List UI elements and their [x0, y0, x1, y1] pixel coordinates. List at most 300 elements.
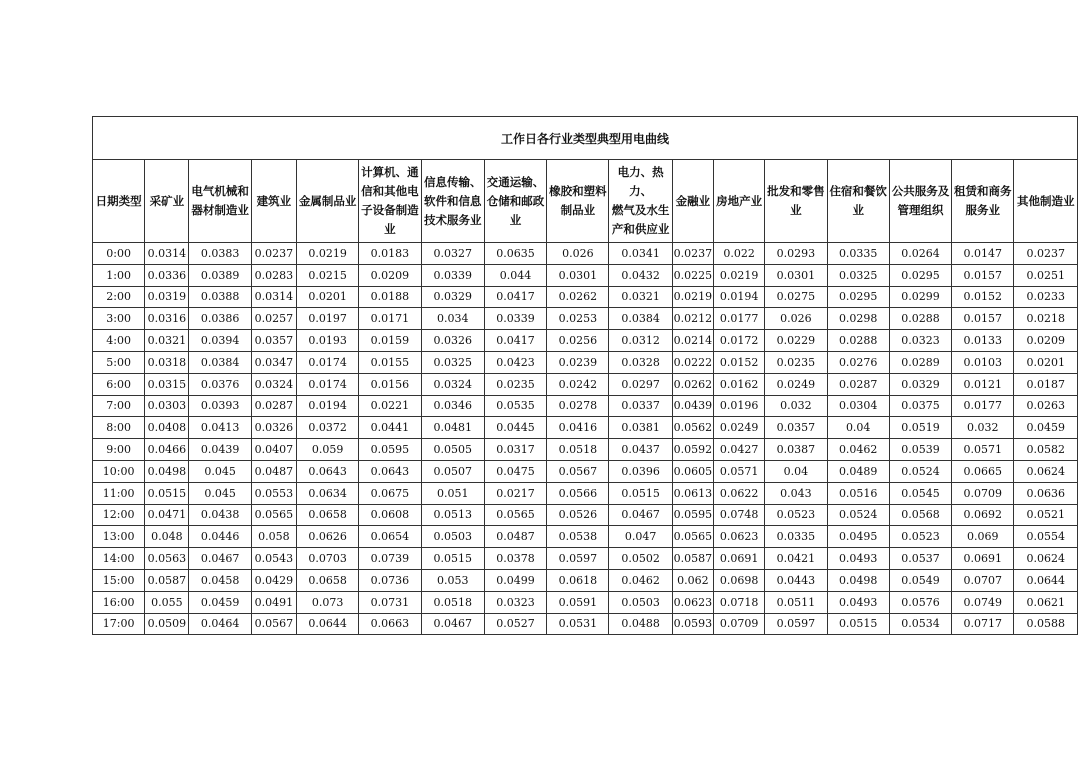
- value-cell: 0.0174: [296, 351, 358, 373]
- table-body: [93, 243, 1078, 635]
- value-cell: 0.0658: [296, 569, 358, 591]
- value-cell: 0.048: [145, 526, 189, 548]
- value-cell: 0.0634: [296, 482, 358, 504]
- value-cell: 0.0462: [827, 439, 889, 461]
- table-row: [93, 395, 1078, 417]
- value-cell: 0.0495: [827, 526, 889, 548]
- value-cell: 0.0503: [421, 526, 484, 548]
- column-header-line: 公共服务及: [891, 184, 950, 198]
- value-cell: 0.0515: [145, 482, 189, 504]
- column-header-line: 电气机械和: [191, 184, 249, 198]
- value-cell: 0.0237: [251, 243, 296, 265]
- value-cell: 0.0301: [547, 264, 609, 286]
- value-cell: 0.0493: [827, 591, 889, 613]
- column-header-line: 租赁和商务: [954, 184, 1012, 198]
- column-header-line: 批发和零售: [767, 184, 825, 198]
- time-cell: 17:00: [93, 613, 145, 635]
- value-cell: 0.0731: [359, 591, 421, 613]
- value-cell: 0.0341: [609, 243, 672, 265]
- document-sheet: [92, 116, 1078, 635]
- value-cell: 0.0623: [672, 591, 713, 613]
- value-cell: 0.0323: [889, 330, 951, 352]
- column-header: [189, 160, 251, 243]
- value-cell: 0.0523: [765, 504, 827, 526]
- value-cell: 0.0217: [484, 482, 546, 504]
- column-header-line: 器材制造业: [191, 203, 249, 217]
- value-cell: 0.0709: [714, 613, 765, 635]
- value-cell: 0.0328: [609, 351, 672, 373]
- value-cell: 0.0571: [714, 460, 765, 482]
- value-cell: 0.0432: [609, 264, 672, 286]
- value-cell: 0.0147: [952, 243, 1014, 265]
- time-cell: 11:00: [93, 482, 145, 504]
- value-cell: 0.0323: [484, 591, 546, 613]
- value-cell: 0.0121: [952, 373, 1014, 395]
- column-header-row: [93, 160, 1078, 243]
- column-header-line: 管理组织: [897, 203, 944, 217]
- value-cell: 0.0201: [1014, 351, 1078, 373]
- value-cell: 0.0624: [1014, 460, 1078, 482]
- value-cell: 0.0568: [889, 504, 951, 526]
- value-cell: 0.0408: [145, 417, 189, 439]
- value-cell: 0.0417: [484, 330, 546, 352]
- value-cell: 0.0155: [359, 351, 421, 373]
- value-cell: 0.0388: [189, 286, 251, 308]
- value-cell: 0.0222: [672, 351, 713, 373]
- value-cell: 0.0162: [714, 373, 765, 395]
- value-cell: 0.0287: [251, 395, 296, 417]
- column-header-line: 制品业: [560, 203, 596, 217]
- value-cell: 0.0464: [189, 613, 251, 635]
- value-cell: 0.0439: [189, 439, 251, 461]
- value-cell: 0.062: [672, 569, 713, 591]
- value-cell: 0.0219: [296, 243, 358, 265]
- value-cell: 0.069: [952, 526, 1014, 548]
- value-cell: 0.0372: [296, 417, 358, 439]
- value-cell: 0.026: [765, 308, 827, 330]
- value-cell: 0.0237: [672, 243, 713, 265]
- value-cell: 0.0218: [1014, 308, 1078, 330]
- value-cell: 0.0171: [359, 308, 421, 330]
- time-cell: 0:00: [93, 243, 145, 265]
- value-cell: 0.0624: [1014, 548, 1078, 570]
- value-cell: 0.0335: [827, 243, 889, 265]
- value-cell: 0.0595: [359, 439, 421, 461]
- column-header: [1014, 160, 1078, 243]
- value-cell: 0.0643: [296, 460, 358, 482]
- value-cell: 0.0221: [359, 395, 421, 417]
- value-cell: 0.0387: [765, 439, 827, 461]
- value-cell: 0.0225: [672, 264, 713, 286]
- value-cell: 0.0545: [889, 482, 951, 504]
- value-cell: 0.0499: [484, 569, 546, 591]
- column-header-line: 服务业: [965, 203, 1001, 217]
- value-cell: 0.0511: [765, 591, 827, 613]
- value-cell: 0.0413: [189, 417, 251, 439]
- value-cell: 0.0593: [672, 613, 713, 635]
- table-row: [93, 591, 1078, 613]
- value-cell: 0.0491: [251, 591, 296, 613]
- value-cell: 0.0459: [189, 591, 251, 613]
- column-header-line: 橡胶和塑料: [549, 184, 607, 198]
- value-cell: 0.0467: [421, 613, 484, 635]
- column-header-line: 金属制品业: [298, 193, 357, 208]
- value-cell: 0.0608: [359, 504, 421, 526]
- value-cell: 0.0507: [421, 460, 484, 482]
- value-cell: 0.0295: [889, 264, 951, 286]
- column-header: [889, 160, 951, 243]
- value-cell: 0.0591: [547, 591, 609, 613]
- value-cell: 0.0565: [672, 526, 713, 548]
- value-cell: 0.0553: [251, 482, 296, 504]
- column-header-line: 住宿和餐饮: [829, 184, 887, 198]
- table-row: [93, 330, 1078, 352]
- value-cell: 0.0621: [1014, 591, 1078, 613]
- value-cell: 0.0289: [889, 351, 951, 373]
- value-cell: 0.0458: [189, 569, 251, 591]
- value-cell: 0.0264: [889, 243, 951, 265]
- value-cell: 0.047: [609, 526, 672, 548]
- column-header: [827, 160, 889, 243]
- value-cell: 0.0293: [765, 243, 827, 265]
- value-cell: 0.0188: [359, 286, 421, 308]
- value-cell: 0.0554: [1014, 526, 1078, 548]
- value-cell: 0.0618: [547, 569, 609, 591]
- value-cell: 0.0209: [1014, 330, 1078, 352]
- time-cell: 9:00: [93, 439, 145, 461]
- value-cell: 0.0187: [1014, 373, 1078, 395]
- value-cell: 0.0288: [889, 308, 951, 330]
- value-cell: 0.0582: [1014, 439, 1078, 461]
- value-cell: 0.0692: [952, 504, 1014, 526]
- value-cell: 0.0276: [827, 351, 889, 373]
- value-cell: 0.058: [251, 526, 296, 548]
- value-cell: 0.0488: [609, 613, 672, 635]
- column-header: [714, 160, 765, 243]
- value-cell: 0.0518: [421, 591, 484, 613]
- value-cell: 0.0298: [827, 308, 889, 330]
- column-header-line: 业: [509, 212, 522, 227]
- column-header: [421, 160, 484, 243]
- time-cell: 8:00: [93, 417, 145, 439]
- value-cell: 0.0287: [827, 373, 889, 395]
- value-cell: 0.0357: [765, 417, 827, 439]
- time-cell: 4:00: [93, 330, 145, 352]
- value-cell: 0.0592: [672, 439, 713, 461]
- value-cell: 0.0498: [145, 460, 189, 482]
- value-cell: 0.0516: [827, 482, 889, 504]
- value-cell: 0.0327: [421, 243, 484, 265]
- column-header-line: 仓储和邮政: [486, 193, 545, 208]
- column-header-line: 日期类型: [95, 193, 142, 208]
- value-cell: 0.0539: [889, 439, 951, 461]
- time-cell: 12:00: [93, 504, 145, 526]
- value-cell: 0.044: [484, 264, 546, 286]
- value-cell: 0.0565: [251, 504, 296, 526]
- value-cell: 0.04: [827, 417, 889, 439]
- value-cell: 0.032: [765, 395, 827, 417]
- time-cell: 3:00: [93, 308, 145, 330]
- column-header-line: 业: [790, 203, 802, 217]
- value-cell: 0.0283: [251, 264, 296, 286]
- table-row: [93, 373, 1078, 395]
- value-cell: 0.0314: [251, 286, 296, 308]
- value-cell: 0.0739: [359, 548, 421, 570]
- value-cell: 0.0509: [145, 613, 189, 635]
- value-cell: 0.0515: [827, 613, 889, 635]
- value-cell: 0.0571: [952, 439, 1014, 461]
- value-cell: 0.0487: [251, 460, 296, 482]
- value-cell: 0.0278: [547, 395, 609, 417]
- value-cell: 0.0384: [609, 308, 672, 330]
- value-cell: 0.0675: [359, 482, 421, 504]
- value-cell: 0.0242: [547, 373, 609, 395]
- value-cell: 0.0257: [251, 308, 296, 330]
- column-header-line: 软件和信息: [423, 193, 482, 208]
- value-cell: 0.0462: [609, 569, 672, 591]
- value-cell: 0.0339: [421, 264, 484, 286]
- value-cell: 0.0635: [484, 243, 546, 265]
- value-cell: 0.0417: [484, 286, 546, 308]
- value-cell: 0.0314: [145, 243, 189, 265]
- value-cell: 0.0319: [145, 286, 189, 308]
- value-cell: 0.0498: [827, 569, 889, 591]
- value-cell: 0.073: [296, 591, 358, 613]
- table-row: [93, 504, 1078, 526]
- value-cell: 0.0194: [714, 286, 765, 308]
- value-cell: 0.0325: [421, 351, 484, 373]
- table-row: [93, 613, 1078, 635]
- value-cell: 0.0563: [145, 548, 189, 570]
- value-cell: 0.043: [765, 482, 827, 504]
- value-cell: 0.0233: [1014, 286, 1078, 308]
- value-cell: 0.0576: [889, 591, 951, 613]
- value-cell: 0.0326: [421, 330, 484, 352]
- value-cell: 0.0321: [609, 286, 672, 308]
- value-cell: 0.0698: [714, 569, 765, 591]
- value-cell: 0.0396: [609, 460, 672, 482]
- value-cell: 0.0537: [889, 548, 951, 570]
- value-cell: 0.0523: [889, 526, 951, 548]
- value-cell: 0.0471: [145, 504, 189, 526]
- value-cell: 0.0316: [145, 308, 189, 330]
- value-cell: 0.0336: [145, 264, 189, 286]
- value-cell: 0.0736: [359, 569, 421, 591]
- value-cell: 0.0519: [889, 417, 951, 439]
- value-cell: 0.0214: [672, 330, 713, 352]
- value-cell: 0.0152: [714, 351, 765, 373]
- value-cell: 0.0707: [952, 569, 1014, 591]
- column-header-line: 产和供应业: [611, 222, 670, 236]
- value-cell: 0.0339: [484, 308, 546, 330]
- value-cell: 0.0605: [672, 460, 713, 482]
- value-cell: 0.0295: [827, 286, 889, 308]
- value-cell: 0.0156: [359, 373, 421, 395]
- value-cell: 0.034: [421, 308, 484, 330]
- value-cell: 0.0337: [609, 395, 672, 417]
- value-cell: 0.0622: [714, 482, 765, 504]
- value-cell: 0.0393: [189, 395, 251, 417]
- value-cell: 0.0262: [672, 373, 713, 395]
- value-cell: 0.0588: [1014, 613, 1078, 635]
- value-cell: 0.0378: [484, 548, 546, 570]
- column-header: [93, 160, 145, 243]
- value-cell: 0.0427: [714, 439, 765, 461]
- value-cell: 0.0595: [672, 504, 713, 526]
- value-cell: 0.0262: [547, 286, 609, 308]
- value-cell: 0.0324: [421, 373, 484, 395]
- column-header-line: 金融业: [675, 193, 711, 208]
- value-cell: 0.022: [714, 243, 765, 265]
- value-cell: 0.0152: [952, 286, 1014, 308]
- value-cell: 0.0423: [484, 351, 546, 373]
- column-header-line: 采矿业: [149, 193, 185, 208]
- table-row: [93, 243, 1078, 265]
- value-cell: 0.0235: [765, 351, 827, 373]
- value-cell: 0.0335: [765, 526, 827, 548]
- value-cell: 0.0636: [1014, 482, 1078, 504]
- value-cell: 0.0299: [889, 286, 951, 308]
- column-header-line: 业: [384, 222, 396, 236]
- value-cell: 0.0644: [1014, 569, 1078, 591]
- value-cell: 0.0421: [765, 548, 827, 570]
- value-cell: 0.0505: [421, 439, 484, 461]
- value-cell: 0.0718: [714, 591, 765, 613]
- value-cell: 0.0318: [145, 351, 189, 373]
- value-cell: 0.0597: [765, 613, 827, 635]
- value-cell: 0.0215: [296, 264, 358, 286]
- value-cell: 0.0524: [827, 504, 889, 526]
- value-cell: 0.0229: [765, 330, 827, 352]
- value-cell: 0.0103: [952, 351, 1014, 373]
- value-cell: 0.0416: [547, 417, 609, 439]
- value-cell: 0.0326: [251, 417, 296, 439]
- time-cell: 6:00: [93, 373, 145, 395]
- value-cell: 0.059: [296, 439, 358, 461]
- value-cell: 0.0626: [296, 526, 358, 548]
- value-cell: 0.0481: [421, 417, 484, 439]
- value-cell: 0.0493: [827, 548, 889, 570]
- value-cell: 0.0567: [547, 460, 609, 482]
- value-cell: 0.0133: [952, 330, 1014, 352]
- time-cell: 7:00: [93, 395, 145, 417]
- column-header: [765, 160, 827, 243]
- value-cell: 0.0389: [189, 264, 251, 286]
- column-header-line: 电力、热力、: [617, 165, 664, 198]
- value-cell: 0.0644: [296, 613, 358, 635]
- value-cell: 0.0518: [547, 439, 609, 461]
- column-header: [359, 160, 421, 243]
- value-cell: 0.0194: [296, 395, 358, 417]
- value-cell: 0.0237: [1014, 243, 1078, 265]
- value-cell: 0.0253: [547, 308, 609, 330]
- value-cell: 0.0275: [765, 286, 827, 308]
- column-header-line: 信和其他电: [361, 184, 419, 198]
- table-row: [93, 264, 1078, 286]
- value-cell: 0.0325: [827, 264, 889, 286]
- column-header: [609, 160, 672, 243]
- value-cell: 0.0384: [189, 351, 251, 373]
- value-cell: 0.0303: [145, 395, 189, 417]
- value-cell: 0.0346: [421, 395, 484, 417]
- table-row: [93, 351, 1078, 373]
- value-cell: 0.053: [421, 569, 484, 591]
- value-cell: 0.045: [189, 460, 251, 482]
- value-cell: 0.0534: [889, 613, 951, 635]
- table-row: [93, 417, 1078, 439]
- table-row: [93, 460, 1078, 482]
- value-cell: 0.0543: [251, 548, 296, 570]
- value-cell: 0.0197: [296, 308, 358, 330]
- value-cell: 0.0301: [765, 264, 827, 286]
- value-cell: 0.0446: [189, 526, 251, 548]
- value-cell: 0.0527: [484, 613, 546, 635]
- time-cell: 2:00: [93, 286, 145, 308]
- value-cell: 0.032: [952, 417, 1014, 439]
- value-cell: 0.0317: [484, 439, 546, 461]
- value-cell: 0.0329: [889, 373, 951, 395]
- value-cell: 0.0487: [484, 526, 546, 548]
- value-cell: 0.0549: [889, 569, 951, 591]
- value-cell: 0.0235: [484, 373, 546, 395]
- value-cell: 0.0443: [765, 569, 827, 591]
- value-cell: 0.0288: [827, 330, 889, 352]
- value-cell: 0.0515: [421, 548, 484, 570]
- value-cell: 0.0394: [189, 330, 251, 352]
- table-title: 工作日各行业类型典型用电曲线: [93, 117, 1078, 160]
- value-cell: 0.0467: [189, 548, 251, 570]
- value-cell: 0.0159: [359, 330, 421, 352]
- time-cell: 5:00: [93, 351, 145, 373]
- value-cell: 0.0665: [952, 460, 1014, 482]
- value-cell: 0.0219: [714, 264, 765, 286]
- column-header-line: 计算机、通: [361, 165, 419, 179]
- value-cell: 0.0157: [952, 308, 1014, 330]
- value-cell: 0.0239: [547, 351, 609, 373]
- value-cell: 0.0157: [952, 264, 1014, 286]
- time-cell: 16:00: [93, 591, 145, 613]
- value-cell: 0.0357: [251, 330, 296, 352]
- value-cell: 0.0375: [889, 395, 951, 417]
- value-cell: 0.0475: [484, 460, 546, 482]
- value-cell: 0.0381: [609, 417, 672, 439]
- time-cell: 1:00: [93, 264, 145, 286]
- value-cell: 0.0513: [421, 504, 484, 526]
- value-cell: 0.0219: [672, 286, 713, 308]
- value-cell: 0.0315: [145, 373, 189, 395]
- value-cell: 0.0658: [296, 504, 358, 526]
- value-cell: 0.0524: [889, 460, 951, 482]
- time-cell: 15:00: [93, 569, 145, 591]
- value-cell: 0.0177: [714, 308, 765, 330]
- value-cell: 0.0565: [484, 504, 546, 526]
- value-cell: 0.0538: [547, 526, 609, 548]
- value-cell: 0.026: [547, 243, 609, 265]
- value-cell: 0.0531: [547, 613, 609, 635]
- value-cell: 0.0466: [145, 439, 189, 461]
- value-cell: 0.0562: [672, 417, 713, 439]
- value-cell: 0.0587: [672, 548, 713, 570]
- value-cell: 0.0347: [251, 351, 296, 373]
- column-header-line: 燃气及水生: [611, 203, 670, 217]
- value-cell: 0.0521: [1014, 504, 1078, 526]
- value-cell: 0.0663: [359, 613, 421, 635]
- value-cell: 0.04: [765, 460, 827, 482]
- value-cell: 0.0249: [714, 417, 765, 439]
- value-cell: 0.0438: [189, 504, 251, 526]
- value-cell: 0.0643: [359, 460, 421, 482]
- value-cell: 0.0304: [827, 395, 889, 417]
